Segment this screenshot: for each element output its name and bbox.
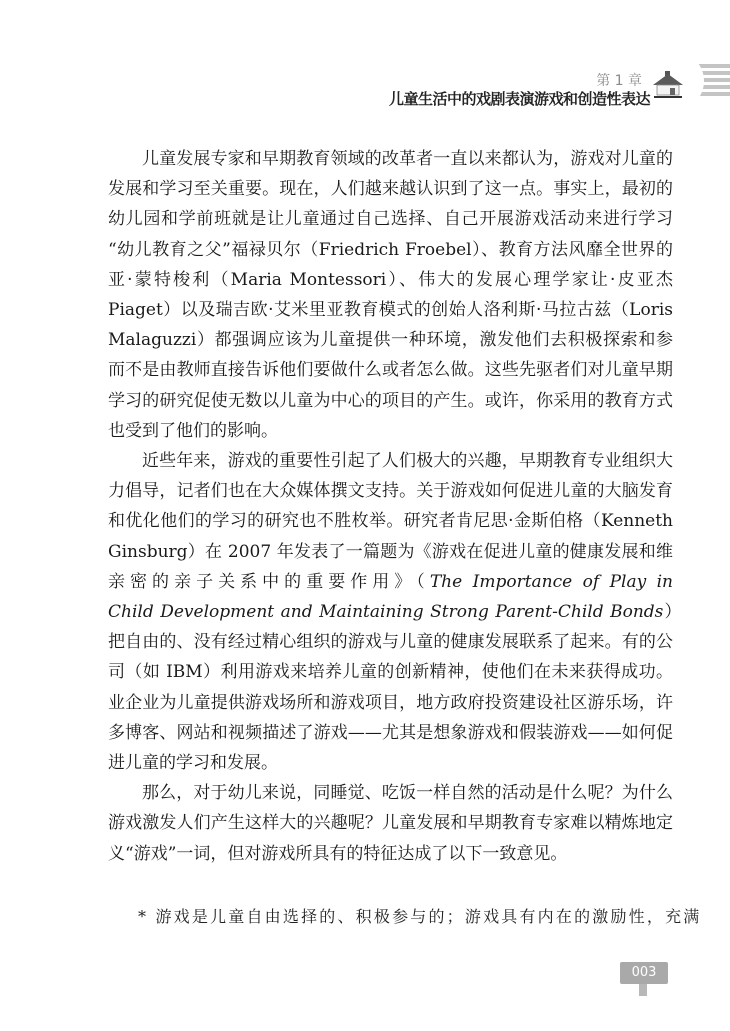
text-line: 游戏激发人们产生这样大的兴趣呢？儿童发展和早期教育专家难以精炼地定	[108, 813, 673, 834]
bullet-item: * 游戏是儿童自由选择的、积极参与的；游戏具有内在的激励性，充满	[138, 907, 702, 926]
text-line: 力倡导，记者们也在大众媒体撰文支持。关于游戏如何促进儿童的大脑发育	[108, 481, 673, 502]
house-icon	[651, 70, 685, 100]
page-number: 003	[620, 962, 668, 984]
text-line: 学习的研究促使无数以儿童为中心的项目的产生。或许，你采用的教育方式	[108, 390, 673, 411]
text-line: 发展和学习至关重要。现在，人们越来越认识到了这一点。事实上，最初的	[108, 179, 673, 200]
chapter-label: 第 1 章	[596, 73, 642, 89]
text-line: 儿童发展专家和早期教育领域的改革者一直以来都认为，游戏对儿童的	[142, 149, 673, 169]
italic-title-segment: The Importance of Play in	[429, 571, 673, 592]
text-line: 也受到了他们的影响。	[108, 420, 278, 441]
text-line: 而不是由教师直接告诉他们要做什么或者怎么做。这些先驱者们对儿童早期	[108, 360, 673, 381]
text-line: Malaguzzi）都强调应该为儿童提供一种环境，激发他们去积极探索和参	[108, 330, 673, 351]
text-line: 义“游戏”一词，但对游戏所具有的特征达成了以下一致意见。	[108, 843, 568, 864]
text-segment: 亲密的亲子关系中的重要作用》（	[108, 571, 430, 592]
text-line: “幼儿教育之父”福禄贝尔（Friedrich Froebel）、教育方法风靡全世界的	[108, 239, 673, 260]
text-line: 和优化他们的学习的研究也不胜枚举。研究者肯尼思·金斯伯格（Kenneth	[108, 511, 673, 532]
text-line: 幼儿园和学前班就是让儿童通过自己选择、自己开展游戏活动来进行学习	[108, 209, 673, 230]
text-line: 那么，对于幼儿来说，同睡觉、吃饭一样自然的活动是什么呢？为什么	[142, 783, 673, 804]
sign-post	[639, 984, 647, 996]
text-segment: ）	[663, 602, 673, 622]
text-line	[108, 601, 673, 623]
text-line: Ginsburg）在 2007 年发表了一篇题为《游戏在促进儿童的健康发展和维	[108, 541, 673, 562]
text-line: 多博客、网站和视频描述了游戏——尤其是想象游戏和假装游戏——如何促	[108, 722, 673, 743]
italic-title-segment: Child Development and Maintaining Strong Parent-Child Bonds	[108, 602, 664, 622]
text-line: 司（如 IBM）利用游戏来培养儿童的创新精神，使他们在未来获得成功。	[108, 662, 673, 683]
text-line: 业企业为儿童提供游戏场所和游戏项目，地方政府投资建设社区游乐场，许	[108, 692, 673, 713]
text-line: 进儿童的学习和发展。	[108, 753, 278, 773]
text-line: 近些年来，游戏的重要性引起了人们极大的兴趣，早期教育专业组织大	[142, 451, 673, 471]
text-line	[108, 571, 673, 593]
text-line: 亚·蒙特梭利（Maria Montessori）、伟大的发展心理学家让·皮亚杰	[108, 269, 673, 290]
text-line: Piaget）以及瑞吉欧·艾米里亚教育模式的创始人洛利斯·马拉古兹（Loris	[108, 300, 673, 320]
chapter-title: 儿童生活中的戏剧表演游戏和创造性表达	[388, 90, 650, 108]
text-line: 把自由的、没有经过精心组织的游戏与儿童的健康发展联系了起来。有的公	[108, 632, 673, 653]
